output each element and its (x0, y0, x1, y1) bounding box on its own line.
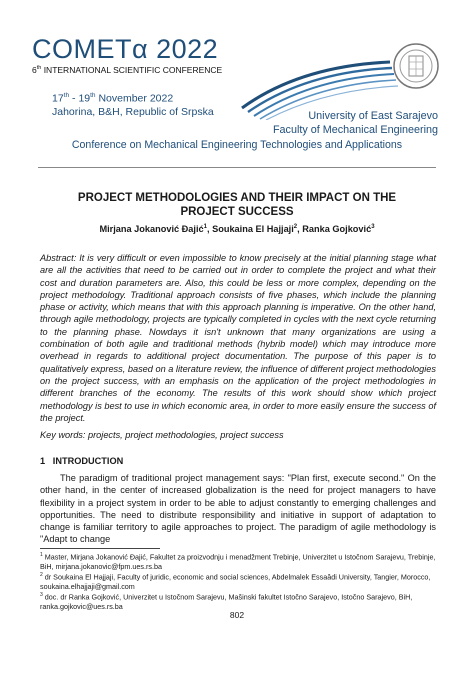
conference-dates: 17th - 19th November 2022 (52, 92, 174, 105)
author-footnote-mark: 2 (293, 224, 298, 230)
author-name: Mirjana Jokanović Đajić (99, 224, 204, 235)
intro-paragraph: The paradigm of traditional project management says: "Plan first, execute second." On the other hand, in the center of increased globalization is the need for project managers to have flexibility in a project system in order to be able to adjust constantly to emerging challenges and opportunities. The need to distribute responsibility and initiative in support of adaptation to change is familiar territory to agile approaches to project. The paradigm of agile methodology is "Adapt to change (40, 473, 436, 545)
conference-edition: 6th INTERNATIONAL SCIENTIFIC CONFERENCE (32, 65, 223, 75)
conference-full-name: Conference on Mechanical Engineering Technologies and Applications (71, 139, 403, 151)
paper-title (40, 191, 434, 219)
page-number: 802 (229, 610, 245, 620)
footnote-divider (40, 548, 160, 549)
author-list: Mirjana Jokanović Đajić$^1$, Soukaina El Hajjaji$^2$, Ranka Gojković$^3$ (99, 224, 375, 235)
keywords: Key words: projects, project methodologies, project success (40, 430, 284, 440)
footnote: $^2$ dr Soukaina El Hajjaji, Faculty of juridic, economic and social sciences, Abdelmalek Essaâdi University, Tangier, Morocco, soukaina.elhajjaji@gmail.com (40, 572, 431, 591)
author-name: Ranka Gojković (302, 224, 372, 235)
university-name: University of East Sarajevo (308, 110, 438, 122)
footnote: $^3$ doc. dr Ranka Gojković, Univerzitet u Istočnom Sarajevu, Mašinski fakultet Istočno Sarajevo, Istočno Sarajevo, BiH, ranka.gojkovic@ues.rs.ba (40, 592, 413, 611)
author-footnote-mark: 3 (371, 224, 375, 230)
section-heading: 1 INTRODUCTION (40, 456, 124, 466)
abstract: Abstract: It is very difficult or even impossible to know precisely at the initial planning stage what are all the activities that need to be carried out in order to complete the project and what their cost and duration parameters are. Also, this could be less or more complex, depending on the project methodology. Traditional approach consists of five phases, which include the planning phase or activity, which means that with this approach planning is imperative. On the other hand, through agile methodology, projects are typically completed in cycles with the next cycle returning to the planning phase. Nowdays it isn't unknown that many organizations are using a combination of both agile and traditional methods (hybrib model) which may introduce more overhead in regards to additional project documentation. The purpose of this paper is to qualitatively express, based on a literature review, the influence of different project methodologies on the project success, with an emphasis on the application of the project methodologies in different branches of the economy. The results of this work should show which project methodology is best to use in which economic area, in order to more easily ensure the success of the project. (40, 253, 436, 423)
header-divider (38, 167, 436, 168)
faculty-name: Faculty of Mechanical Engineering (272, 124, 438, 136)
author-footnote-mark: 1 (203, 224, 207, 230)
university-emblem-icon (392, 42, 440, 90)
author-name: Soukaina El Hajjaji (212, 224, 294, 235)
paper-title-line-1: PROJECT METHODOLOGIES AND THEIR IMPACT ON THE (77, 192, 397, 204)
conference-location: Jahorina, B&H, Republic of Srpska (52, 106, 214, 118)
paper-title-line-2: PROJECT SUCCESS (180, 206, 294, 218)
footnote: $^1$ Master, Mirjana Jokanović Đajić, Fakultet za proizvodnju i menadžment Trebinje, Univerzitet u Istočnom Sarajevu, Trebinje, BiH, mirjana.jokanovic@fpm.ues.rs.ba (40, 552, 436, 571)
conference-logo-text: COMETα 2022 (32, 34, 219, 64)
